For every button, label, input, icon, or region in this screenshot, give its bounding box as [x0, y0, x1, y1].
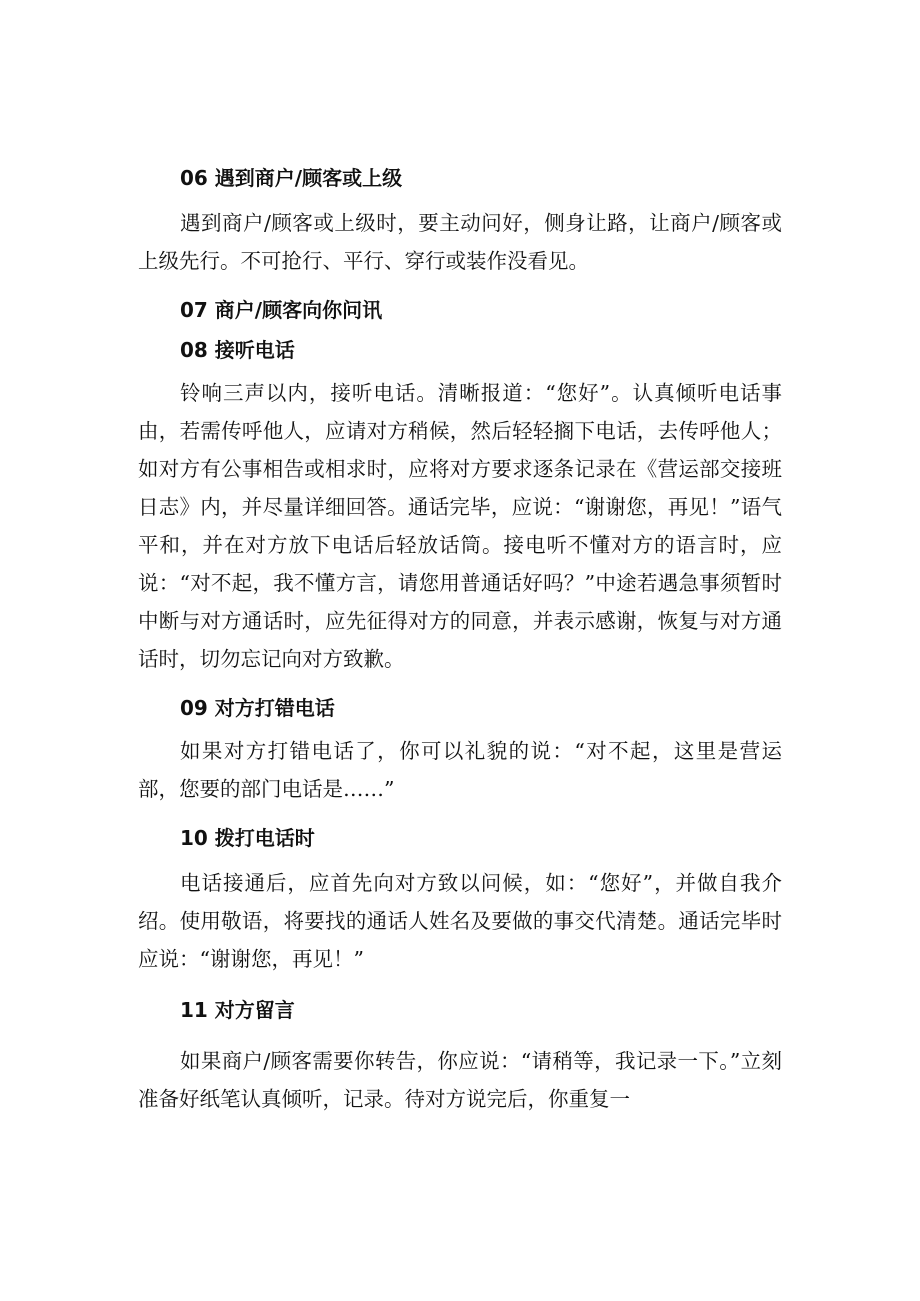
section-08-paragraph: 铃响三声以内，接听电话。清晰报道：“您好”。认真倾听电话事由，若需传呼他人，应请对方稍候，然后轻轻搁下电话，去传呼他人；如对方有公事相告或相求时，应将对方要求逐条记录在《营运部交接班日志》内，并尽量详细回答。通话完毕，应说：“谢谢您，再见！”语气平和，并在对方放下电话后轻放话筒。接电听不懂对方的语言时，应说：“对不起，我不懂方言，请您用普通话好吗？”中途若遇急事须暂时中断与对方通话时，应先征得对方的同意，并表示感谢，恢复与对方通话时，切勿忘记向对方致歉。: [138, 381, 782, 671]
section-08-heading: 08 接听电话: [180, 338, 295, 362]
section-09-heading: 09 对方打错电话: [180, 696, 335, 720]
section-10-heading: 10 拨打电话时: [180, 826, 315, 850]
section-11-heading: 11 对方留言: [180, 998, 295, 1022]
section-07-heading: 07 商户/顾客向你问讯: [180, 298, 383, 322]
section-06-heading: 06 遇到商户/顾客或上级: [180, 166, 403, 190]
section-06-paragraph: 遇到商户/顾客或上级时，要主动问好，侧身让路，让商户/顾客或上级先行。不可抢行、平行、穿行或装作没看见。: [138, 211, 782, 273]
section-10-paragraph: 电话接通后，应首先向对方致以问候，如：“您好”，并做自我介绍。使用敬语，将要找的通话人姓名及要做的事交代清楚。通话完毕时应说：“谢谢您，再见！”: [138, 871, 782, 971]
document-body: [138, 160, 782, 1118]
section-09-paragraph: 如果对方打错电话了，你可以礼貌的说：“对不起，这里是营运部，您要的部门电话是……”: [138, 739, 782, 801]
section-11-paragraph: 如果商户/顾客需要你转告，你应说：“请稍等，我记录一下。”立刻准备好纸笔认真倾听，记录。待对方说完后，你重复一: [138, 1049, 782, 1111]
